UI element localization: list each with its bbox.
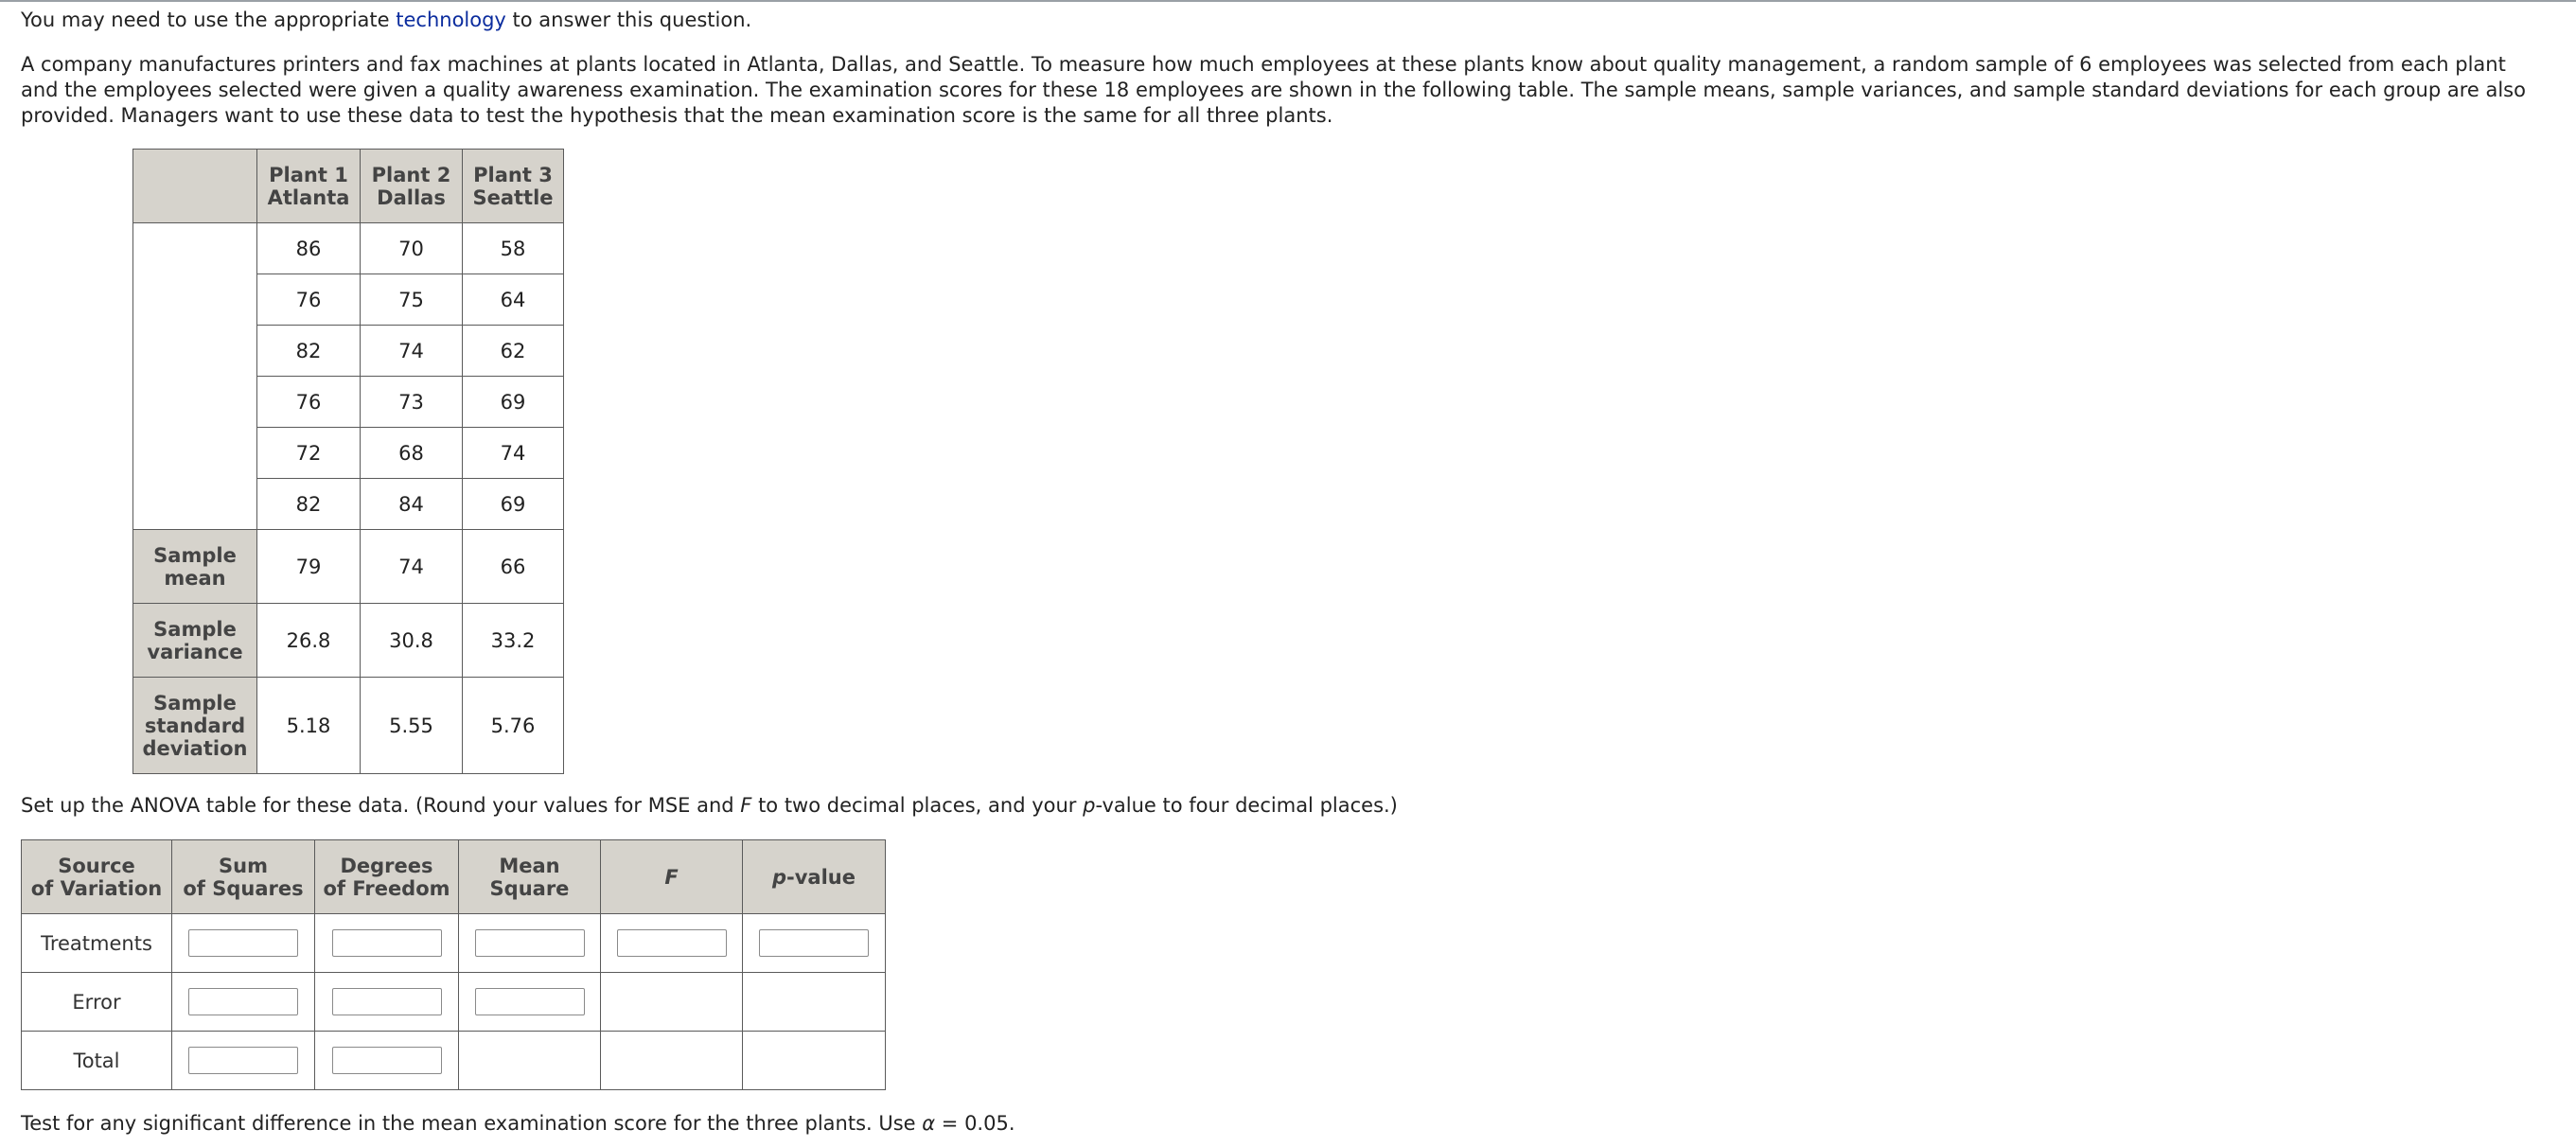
technology-link[interactable]: technology bbox=[396, 9, 506, 31]
error-ms-input[interactable] bbox=[475, 988, 585, 1015]
treatments-label: Treatments bbox=[22, 914, 172, 973]
problem-statement: A company manufactures printers and fax machines at plants located in Atlanta, Dallas, and Seattle. To measure how much employees at these plants know about quality management, a random sample of 6 employees was selected from each plant and the employees selected were given a quality awareness examination. The examination scores for these 18 employees are shown in the following table. The sample means, sample variances, and sample standard deviations for each group are also provided. Managers want to use these data to test the hypothesis that the mean examination score is the same for all three plants. bbox=[21, 53, 2526, 127]
sample-mean-row bbox=[133, 530, 564, 604]
score-cell: 82 bbox=[257, 479, 361, 530]
header-plant-2: Plant 2 Dallas bbox=[361, 150, 463, 223]
table-row bbox=[133, 223, 564, 274]
score-cell: 86 bbox=[257, 223, 361, 274]
treatments-row bbox=[22, 914, 886, 973]
score-cell: 82 bbox=[257, 326, 361, 377]
top-border bbox=[0, 0, 2576, 2]
total-row bbox=[22, 1032, 886, 1090]
error-row bbox=[22, 973, 886, 1032]
error-df-input[interactable] bbox=[332, 988, 442, 1015]
sample-variance-label: Sample variance bbox=[133, 604, 257, 678]
anova-table bbox=[21, 839, 886, 1090]
exam-scores-table bbox=[132, 149, 564, 774]
score-cell: 74 bbox=[463, 428, 564, 479]
header-row bbox=[133, 150, 564, 223]
score-cell: 72 bbox=[257, 428, 361, 479]
test-instructions: Test for any significant difference in the mean examination score for the three plants. Use α = 0.05. bbox=[21, 1112, 1015, 1135]
sample-std-dev-label: Sample standard deviation bbox=[133, 678, 257, 774]
header-plant-3: Plant 3 Seattle bbox=[463, 150, 564, 223]
alpha-symbol: α bbox=[922, 1112, 936, 1135]
sample-variance-cell: 33.2 bbox=[463, 604, 564, 678]
header-degrees-of-freedom: Degrees of Freedom bbox=[315, 840, 459, 914]
sample-mean-label: Sample mean bbox=[133, 530, 257, 604]
sample-mean-cell: 74 bbox=[361, 530, 463, 604]
empty-cell bbox=[459, 1032, 601, 1090]
intro-before: You may need to use the appropriate bbox=[21, 9, 397, 31]
blank-label-cell bbox=[133, 223, 257, 530]
sample-variance-cell: 30.8 bbox=[361, 604, 463, 678]
sample-std-dev-cell: 5.76 bbox=[463, 678, 564, 774]
header-f: F bbox=[601, 840, 743, 914]
p-symbol: p bbox=[1083, 794, 1096, 817]
score-cell: 64 bbox=[463, 274, 564, 326]
header-mean-square: Mean Square bbox=[459, 840, 601, 914]
score-cell: 69 bbox=[463, 479, 564, 530]
sample-std-dev-row bbox=[133, 678, 564, 774]
header-sum-of-squares: Sum of Squares bbox=[172, 840, 315, 914]
treatments-f-input[interactable] bbox=[617, 929, 727, 957]
score-cell: 76 bbox=[257, 274, 361, 326]
score-cell: 73 bbox=[361, 377, 463, 428]
score-cell: 68 bbox=[361, 428, 463, 479]
treatments-p-value-input[interactable] bbox=[759, 929, 869, 957]
sample-variance-row bbox=[133, 604, 564, 678]
sample-variance-cell: 26.8 bbox=[257, 604, 361, 678]
treatments-df-input[interactable] bbox=[332, 929, 442, 957]
empty-cell bbox=[743, 973, 886, 1032]
sample-mean-cell: 79 bbox=[257, 530, 361, 604]
score-cell: 76 bbox=[257, 377, 361, 428]
intro-after: to answer this question. bbox=[505, 9, 752, 31]
total-ss-input[interactable] bbox=[188, 1047, 298, 1074]
sample-std-dev-cell: 5.55 bbox=[361, 678, 463, 774]
score-cell: 62 bbox=[463, 326, 564, 377]
empty-cell bbox=[601, 973, 743, 1032]
error-label: Error bbox=[22, 973, 172, 1032]
header-source: Source of Variation bbox=[22, 840, 172, 914]
treatments-ss-input[interactable] bbox=[188, 929, 298, 957]
total-label: Total bbox=[22, 1032, 172, 1090]
corner-cell bbox=[133, 150, 257, 223]
score-cell: 70 bbox=[361, 223, 463, 274]
score-cell: 84 bbox=[361, 479, 463, 530]
intro-text bbox=[21, 8, 751, 33]
score-cell: 75 bbox=[361, 274, 463, 326]
f-symbol: F bbox=[740, 794, 752, 817]
score-cell: 74 bbox=[361, 326, 463, 377]
empty-cell bbox=[601, 1032, 743, 1090]
sample-mean-cell: 66 bbox=[463, 530, 564, 604]
header-plant-1: Plant 1 Atlanta bbox=[257, 150, 361, 223]
error-ss-input[interactable] bbox=[188, 988, 298, 1015]
header-p-value: p-value bbox=[743, 840, 886, 914]
anova-header-row bbox=[22, 840, 886, 914]
sample-std-dev-cell: 5.18 bbox=[257, 678, 361, 774]
treatments-ms-input[interactable] bbox=[475, 929, 585, 957]
empty-cell bbox=[743, 1032, 886, 1090]
score-cell: 69 bbox=[463, 377, 564, 428]
setup-instructions: Set up the ANOVA table for these data. (Round your values for MSE and F to two decimal places, and your p-value to four decimal places.) bbox=[21, 794, 1398, 817]
total-df-input[interactable] bbox=[332, 1047, 442, 1074]
score-cell: 58 bbox=[463, 223, 564, 274]
